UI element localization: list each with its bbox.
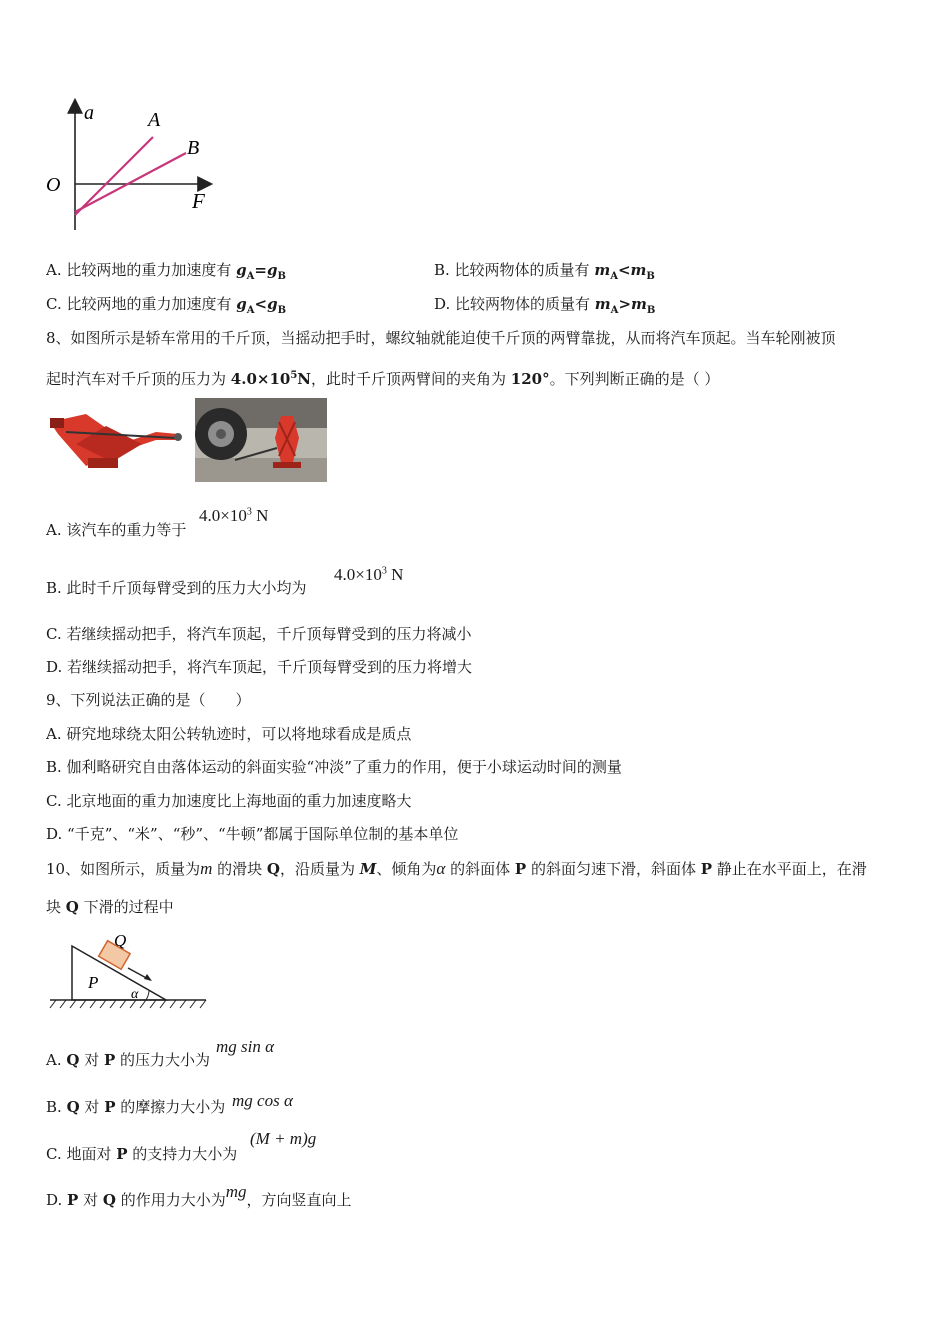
car-jack-image bbox=[46, 404, 186, 474]
q7-option-a: A. 比较两地的重力加速度有 $g_A=g_B$ bbox=[46, 261, 286, 282]
q8-option-c: C. 若继续摇动把手，将汽车顶起，千斤顶每臂受到的压力将减小 bbox=[46, 625, 472, 643]
q8-option-d: D. 若继续摇动把手，将汽车顶起，千斤顶每臂受到的压力将增大 bbox=[46, 658, 473, 676]
q10-option-a-math: mg sin α bbox=[216, 1037, 275, 1056]
q8-option-b: B. 此时千斤顶每臂受到的压力大小均为 bbox=[46, 579, 307, 597]
q10-option-b-math: mg cos α bbox=[232, 1091, 293, 1110]
q7-option-b: B. 比较两物体的质量有 $m_A<m_B$ bbox=[434, 261, 655, 282]
q9-option-b: B. 伽利略研究自由落体运动的斜面实验“冲淡”了重力的作用，便于小球运动时间的测量 bbox=[46, 758, 622, 776]
q10-option-d-math: mg bbox=[225, 1182, 247, 1201]
q10-option-d: D. P 对 Q 的作用力大小为mg，方向竖直向上 bbox=[46, 1182, 352, 1209]
q8-option-a-math: $4.0\times 10^3$ N bbox=[199, 506, 269, 525]
q10-option-b: B. Q 对 P 的摩擦力大小为 bbox=[46, 1098, 226, 1116]
q8-option-a: A. 该汽车的重力等于 bbox=[46, 521, 187, 539]
q8-option-b-math: $4.0\times 10^3$ N bbox=[334, 565, 404, 584]
y-axis-label: a bbox=[84, 102, 94, 124]
q10-option-a: A. Q 对 P 的压力大小为 bbox=[46, 1051, 211, 1069]
q9-option-a: A. 研究地球绕太阳公转轨迹时，可以将地球看成是质点 bbox=[46, 725, 412, 743]
figure-q-label: Q bbox=[114, 931, 127, 950]
x-axis-label: F bbox=[192, 189, 205, 213]
q10-option-c-math: (M + m)g bbox=[250, 1129, 317, 1148]
q8-stem-line2: 起时汽车对千斤顶的压力为 $4.0\times 10^5N$，此时千斤顶两臂间的夹角为 120°。下列判断正确的是（ ） bbox=[46, 370, 720, 388]
origin-label: O bbox=[46, 174, 61, 196]
q7-option-c: C. 比较两地的重力加速度有 $g_A<g_B$ bbox=[46, 295, 287, 316]
q9-option-c: C. 北京地面的重力加速度比上海地面的重力加速度略大 bbox=[46, 792, 412, 810]
line-b bbox=[75, 153, 186, 212]
q9-stem: 9、下列说法正确的是（ ） bbox=[46, 691, 251, 709]
q10-stem-line2: 块 Q 下滑的过程中 bbox=[46, 898, 174, 916]
line-a-label: A bbox=[148, 109, 161, 131]
a-f-graph bbox=[40, 95, 220, 235]
figure-alpha-label: α bbox=[131, 987, 139, 1002]
incline-figure bbox=[48, 928, 210, 1014]
q10-option-c: C. 地面对 P 的支持力大小为 bbox=[46, 1145, 238, 1163]
q7-option-d: D. 比较两物体的质量有 $m_A>m_B$ bbox=[434, 295, 656, 316]
q9-option-d: D. “千克”、“米”、“秒”、“牛顿”都属于国际单位制的基本单位 bbox=[46, 825, 459, 843]
q10-stem-line1: 10、如图所示，质量为m 的滑块 Q，沿质量为 M、倾角为α 的斜面体 P 的斜面匀速下滑，斜面体 P 静止在水平面上，在滑 bbox=[46, 859, 867, 878]
line-b-label: B bbox=[187, 137, 200, 159]
car-lifted-photo bbox=[195, 398, 327, 482]
q8-stem-line1: 8、如图所示是轿车常用的千斤顶，当摇动把手时，螺纹轴就能迫使千斤顶的两臂靠拢，从而将汽车顶起。当车轮刚被顶 bbox=[46, 329, 836, 347]
figure-p-label: P bbox=[88, 973, 99, 992]
